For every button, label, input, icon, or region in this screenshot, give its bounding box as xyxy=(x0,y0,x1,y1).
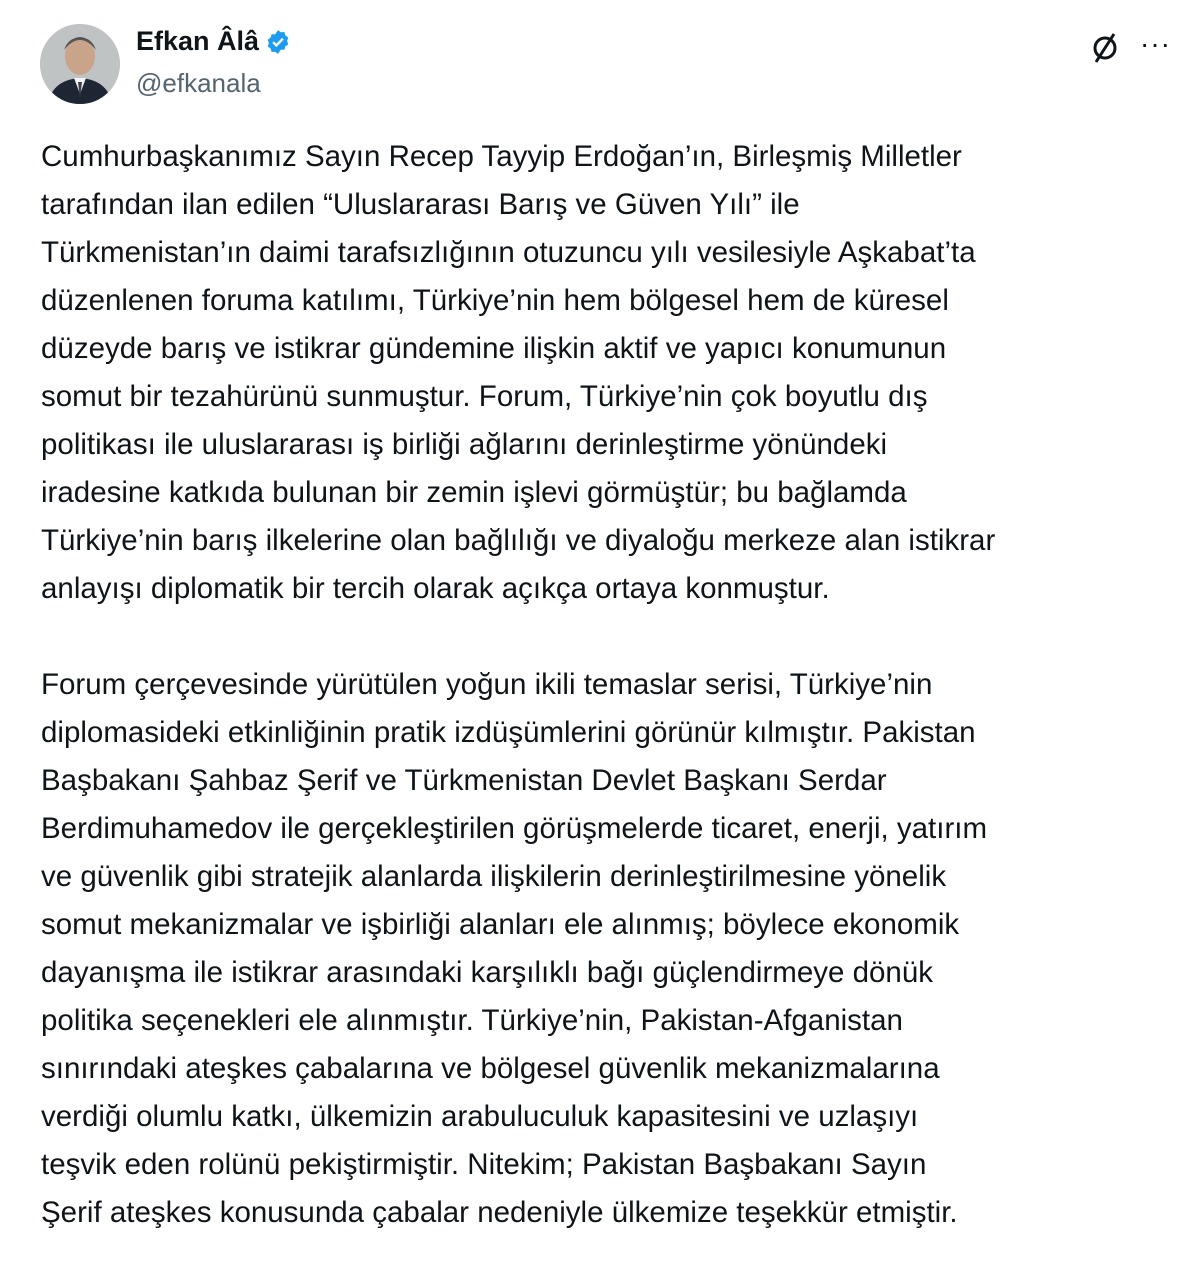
tweet-text-line: Şerif ateşkes konusunda çabalar nedeniyle ülkemize teşekkür etmiştir. xyxy=(41,1196,958,1229)
tweet-text-line: düzenlenen foruma katılımı, Türkiye’nin hem bölgesel hem de küresel xyxy=(41,284,949,317)
tweet-text-line: ve güvenlik gibi stratejik alanlarda ilişkilerin derinleştirilmesine yönelik xyxy=(41,860,947,893)
more-options-button[interactable]: ··· xyxy=(1140,28,1171,59)
tweet-text-line: Türkiye’nin barış ilkelerine olan bağlılığı ve diyaloğu merkeze alan istikrar xyxy=(41,524,996,557)
tweet-text xyxy=(41,133,995,1237)
tweet-text-line: Cumhurbaşkanımız Sayın Recep Tayyip Erdoğan’ın, Birleşmiş Milletler xyxy=(41,140,962,173)
tweet-paragraph xyxy=(41,133,995,613)
tweet-text-line: dayanışma ile istikrar arasındaki karşılıklı bağı güçlendirmeye dönük xyxy=(41,956,933,989)
verified-badge-icon xyxy=(265,29,291,55)
tweet-text-line: düzeyde barış ve istikrar gündemine ilişkin aktif ve yapıcı konumunun xyxy=(41,332,947,365)
paragraph-gap xyxy=(41,613,995,661)
tweet-text-line: politika seçenekleri ele alınmıştır. Türkiye’nin, Pakistan-Afganistan xyxy=(41,1004,903,1037)
tweet-text-line: diplomasideki etkinliğinin pratik izdüşümlerini görünür kılmıştır. Pakistan xyxy=(41,716,976,749)
tweet-text-line: Berdimuhamedov ile gerçekleştirilen görüşmelerde ticaret, enerji, yatırım xyxy=(41,812,988,845)
author-handle[interactable]: @efkanala xyxy=(136,68,261,98)
grok-icon[interactable] xyxy=(1088,30,1122,64)
tweet-text-line: Başbakanı Şahbaz Şerif ve Türkmenistan Devlet Başkanı Serdar xyxy=(41,764,887,797)
tweet-text-line: verdiği olumlu katkı, ülkemizin arabuluculuk kapasitesini ve uzlaşıyı xyxy=(41,1100,919,1133)
tweet-text-line: anlayışı diplomatik bir tercih olarak açıkça ortaya konmuştur. xyxy=(41,572,830,605)
author-name[interactable]: Efkan Âlâ xyxy=(136,26,260,56)
tweet-text-line: somut mekanizmalar ve işbirliği alanları ele alınmış; böylece ekonomik xyxy=(41,908,960,941)
tweet-paragraph xyxy=(41,661,995,1237)
avatar-portrait-icon xyxy=(40,24,120,104)
tweet-text-line: iradesine katkıda bulunan bir zemin işlevi görmüştür; bu bağlamda xyxy=(41,476,907,509)
tweet-text-line: teşvik eden rolünü pekiştirmiştir. Nitekim; Pakistan Başbakanı Sayın xyxy=(41,1148,927,1181)
tweet-text-line: politikası ile uluslararası iş birliği ağlarını derinleştirme yönündeki xyxy=(41,428,888,461)
tweet-text-line: Türkmenistan’ın daimi tarafsızlığının otuzuncu yılı vesilesiyle Aşkabat’ta xyxy=(41,236,976,269)
author-name-row[interactable] xyxy=(136,26,291,57)
tweet-text-line: sınırındaki ateşkes çabalarına ve bölgesel güvenlik mekanizmalarına xyxy=(41,1052,940,1085)
avatar[interactable] xyxy=(40,24,120,104)
tweet-text-line: Forum çerçevesinde yürütülen yoğun ikili temaslar serisi, Türkiye’nin xyxy=(41,668,933,701)
tweet-text-line: tarafından ilan edilen “Uluslararası Barış ve Güven Yılı” ile xyxy=(41,188,800,221)
tweet-text-line: somut bir tezahürünü sunmuştur. Forum, Türkiye’nin çok boyutlu dış xyxy=(41,380,928,413)
